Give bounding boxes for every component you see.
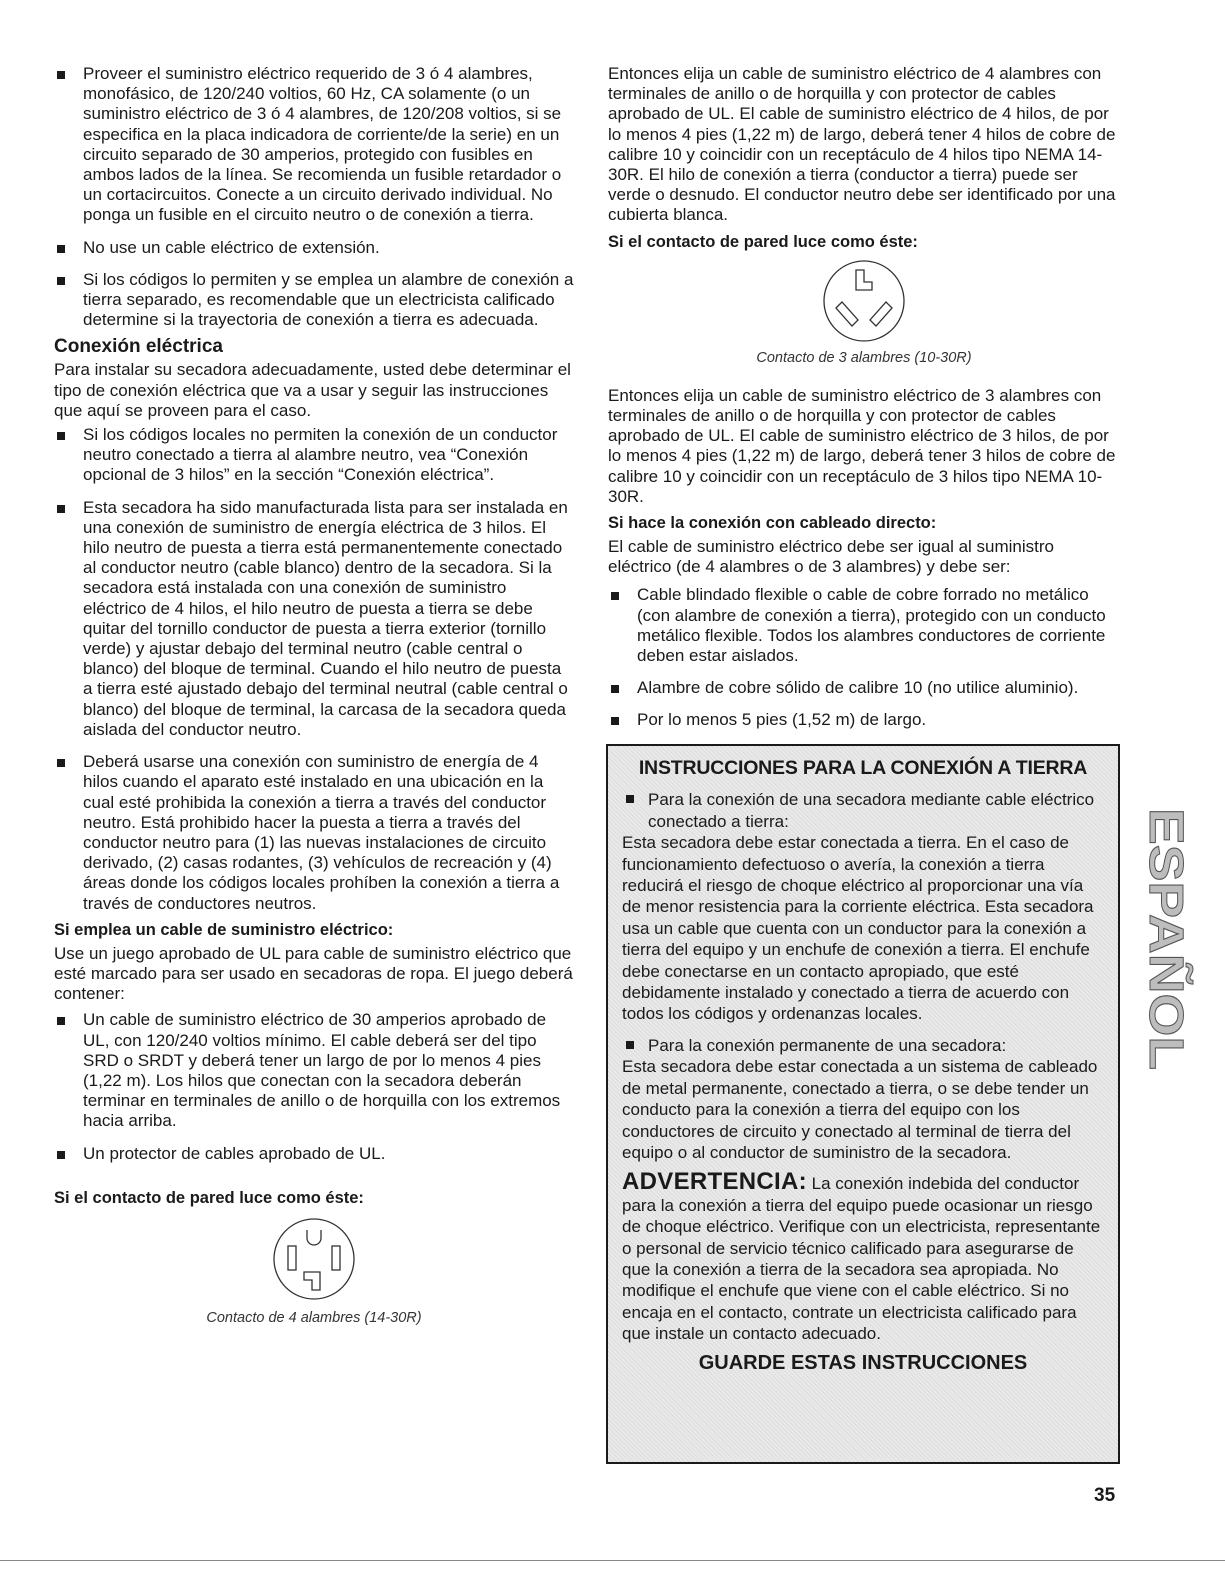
section-intro: Para instalar su secadora adecuadamente, usted debe determinar el tipo de conexión eléctrica que va a usar y seguir las instrucciones que aquí se proveen para el caso. [54,360,571,420]
bullet-4-wire-required: Deberá usarse una conexión con suministro de energía de 4 hilos cuando el aparato esté instalado en una ubicación en la cual esté prohibida la conexión a tierra a través del conductor neutro. Está prohibido hacer la puesta a tierra a través del conductor neutro para (1) las nuevas instalaciones de circuito derivado, (2) casas rodantes, (3) vehículos de recreación y (4) áreas donde los códigos locales prohíben la conexión a tierra a través de conductores neutros. [54,752,574,914]
save-instructions: GUARDE ESTAS INSTRUCCIONES [698,1351,1028,1374]
outlet-10-30r-icon [814,258,914,344]
bullet-power-supply: Proveer el suministro eléctrico requerido de 3 ó 4 alambres, monofásico, de 120/240 voltios, 60 Hz, CA solamente (o un suministro eléctrico de 3 ó 4 alambres, de 120/208 voltios, si se especifica en la placa indicadora de corriente/de la serie) en un circuito separado de 30 amperios, protegido con fusibles en ambos lados de la línea. Se recomienda un fusible retardador o un cortacircuitos. Conecte a un circuito derivado individual. No ponga un fusible en el circuito neutro o de conexión a tierra. [54,64,574,226]
bullet-copper-wire: Alambre de cobre sólido de calibre 10 (no utilice aluminio). [608,678,1120,698]
bottom-rule [0,1560,1225,1561]
grounded-cord-body: Esta secadora debe estar conectada a tierra. En el caso de funcionamiento defectuoso o avería, la conexión a tierra reducirá el riesgo de choque eléctrico al proporcionar una vía de menor resistencia para la corriente eléctrica. Esta secadora usa un cable que cuenta con un conductor para la conexión a tierra del equipo y un enchufe de conexión a tierra. El enchufe debe conectarse en un contacto apropiado, que esté debidamente instalado y conectado a tierra de acuerdo con todos los códigos y ordenanzas locales. [622,833,1094,1024]
para-4-wire: Entonces elija un cable de suministro eléctrico de 4 alambres con terminales de anillo o de horquilla y con protector de cables aprobado de UL. El cable de suministro eléctrico de 4 hilos, de por lo menos 4 pies (1,22 m) de largo, deberá tener 4 hilos de cobre de calibre 10 y coincidir con un receptáculo de 4 hilos tipo NEMA 14-30R. El hilo de conexión a tierra (conductor a tierra) puede ser verde o desnudo. El conductor neutro debe ser identificado por una cubierta blanca. [608,64,1116,225]
figure-4-caption: Contacto de 4 alambres (14-30R) [206,1309,422,1326]
direct-wire-intro: El cable de suministro eléctrico debe ser igual al suministro eléctrico (de 4 alambres o de 3 alambres) y debe ser: [608,537,1054,577]
page-number: 35 [1094,1485,1116,1506]
language-side-tab [1132,800,1202,1080]
left-column [54,64,574,1328]
wall-outlet-heading-3: Si el contacto de pared luce como éste: [608,232,918,251]
grounding-instructions-box [606,744,1120,1464]
warning-paragraph [622,1168,1104,1344]
side-tab-label: ESPAÑOL [1139,808,1192,1037]
permanent-connection-lead: Para la conexión permanente de una secadora: [622,1035,1104,1056]
permanent-connection-body: Esta secadora debe estar conectada a un sistema de cableado de metal permanente, conectado a tierra, o se debe tender un conducto para la conexión a tierra del equipo con los conductores de circuito y conectado al terminal de tierra del equipo o al conductor de suministro de la secadora. [622,1057,1098,1162]
wall-outlet-heading-4: Si el contacto de pared luce como éste: [54,1188,364,1207]
figure-3-wire-outlet [608,258,1120,368]
figure-3-caption: Contacto de 3 alambres (10-30R) [756,349,972,366]
bullet-no-extension: No use un cable eléctrico de extensión. [54,238,574,258]
warning-word: ADVERTENCIA: [622,1168,807,1196]
bullet-length: Por lo menos 5 pies (1,52 m) de largo. [608,710,1120,730]
warning-text: La conexión indebida del conductor para la conexión a tierra del equipo puede ocasionar un riesgo de choque eléctrico. Verifique con un electricista, representante o personal de servicio técnico calificado para asegurarse de que la conexión a tierra de la secadora sea apropiada. No modifique el enchufe que viene con el cable eléctrico. Si no encaja en el contacto, contrate un electricista calificado para que instale un contacto adecuado. [622,1174,1101,1344]
bullet-strain-relief: Un protector de cables aprobado de UL. [54,1144,574,1164]
bullet-local-codes: Si los códigos locales no permiten la conexión de un conductor neutro conectado a tierra al alambre neutro, vea “Conexión opcional de 3 hilos” en la sección “Conexión eléctrica”. [54,425,574,486]
section-heading-electrical: Conexión eléctrica [54,336,223,358]
grounded-cord-lead: Para la conexión de una secadora mediante cable eléctrico conectado a tierra: [622,789,1104,832]
cord-heading: Si emplea un cable de suministro eléctrico: [54,920,394,939]
bullet-separate-ground: Si los códigos lo permiten y se emplea un alambre de conexión a tierra separado, es recomendable que un electricista calificado determine si la trayectoria de conexión a tierra es adecuada. [54,270,574,331]
bullet-flexible-cable: Cable blindado flexible o cable de cobre forrado no metálico (con alambre de conexión a tierra), protegido con un conducto metálico flexible. Todos los alambres conductores de corriente deben estar aislados. [608,585,1120,666]
outlet-14-30r-icon [264,1214,364,1304]
right-column [608,64,1120,743]
bullet-3-wire-ready: Esta secadora ha sido manufacturada lista para ser instalada en una conexión de suministro de energía eléctrica de 3 hilos. El hilo neutro de puesta a tierra está permanentemente conectado al conductor neutro (cable blanco) dentro de la secadora. Si la secadora está instalada con una conexión de suministro eléctrico de 4 hilos, el hilo neutro de puesta a tierra se debe quitar del tornillo conductor de puesta a tierra exterior (tornillo verde) y ajustar debajo del terminal neutro (cable central o blanco) del bloque de terminal. Cuando el hilo neutro de puesta a tierra esté ajustado debajo del terminal neutral (cable central o blanco) del bloque de terminal, la carcasa de la secadora queda aislada del conductor neutro. [54,498,574,740]
cord-intro: Use un juego aprobado de UL para cable de suministro eléctrico que esté marcado para ser usado en secadoras de ropa. El juego deberá contener: [54,943,573,1004]
figure-4-wire-outlet [54,1214,574,1328]
direct-wire-heading: Si hace la conexión con cableado directo: [608,514,937,533]
para-3-wire: Entonces elija un cable de suministro eléctrico de 3 alambres con terminales de anillo o de horquilla y con protector de cables aprobado de UL. El cable de suministro eléctrico de 3 hilos, de por lo menos 4 pies (1,22 m) de largo, deberá tener 3 hilos de cobre de calibre 10 y coincidir con un receptáculo de 3 hilos tipo NEMA 10-30R. [608,385,1116,506]
grounding-title: INSTRUCCIONES PARA LA CONEXIÓN A TIERRA [638,757,1088,779]
bullet-cord-spec: Un cable de suministro eléctrico de 30 amperios aprobado de UL, con 120/240 voltios mínimo. El cable deberá ser del tipo SRD o SRDT y deberá tener un largo de por lo menos 4 pies (1,22 m). Los hilos que conectan con la secadora deberán terminar en terminales de anillo o de horquilla con los extremos hacia arriba. [54,1010,574,1131]
